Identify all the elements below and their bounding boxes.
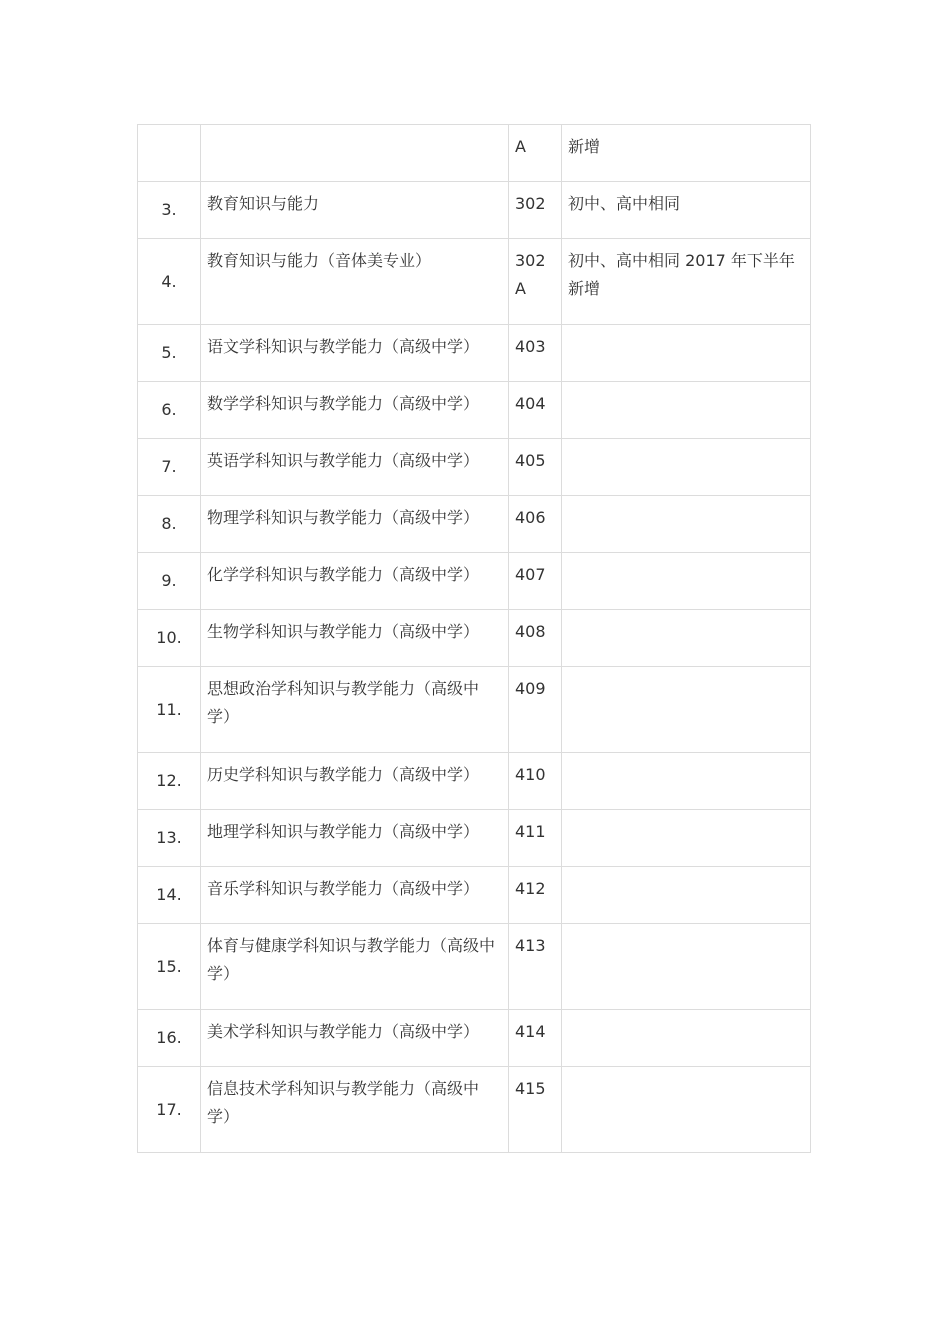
subject-code: 407 — [509, 553, 562, 610]
subject-note — [562, 610, 811, 667]
subject-code: 406 — [509, 496, 562, 553]
subject-name: 语文学科知识与教学能力（高级中学） — [201, 325, 509, 382]
subject-code: 403 — [509, 325, 562, 382]
row-number: 14. — [138, 867, 201, 924]
table-row — [138, 553, 811, 610]
table-row — [138, 667, 811, 753]
subject-name: 化学学科知识与教学能力（高级中学） — [201, 553, 509, 610]
table-row — [138, 924, 811, 1010]
row-number: 13. — [138, 810, 201, 867]
subject-note — [562, 553, 811, 610]
subject-name: 体育与健康学科知识与教学能力（高级中学） — [201, 924, 509, 1010]
table-row — [138, 753, 811, 810]
row-number: 12. — [138, 753, 201, 810]
table-row — [138, 496, 811, 553]
exam-subject-table — [137, 124, 811, 1153]
table-row — [138, 1010, 811, 1067]
row-number: 16. — [138, 1010, 201, 1067]
row-number: 6. — [138, 382, 201, 439]
subject-name: 音乐学科知识与教学能力（高级中学） — [201, 867, 509, 924]
subject-code: 415 — [509, 1067, 562, 1153]
subject-code: A — [509, 125, 562, 182]
table-row — [138, 439, 811, 496]
subject-name: 数学学科知识与教学能力（高级中学） — [201, 382, 509, 439]
subject-name: 历史学科知识与教学能力（高级中学） — [201, 753, 509, 810]
subject-name: 信息技术学科知识与教学能力（高级中学） — [201, 1067, 509, 1153]
subject-name: 地理学科知识与教学能力（高级中学） — [201, 810, 509, 867]
row-number: 5. — [138, 325, 201, 382]
subject-name — [201, 125, 509, 182]
table-row — [138, 867, 811, 924]
subject-note: 新增 — [562, 125, 811, 182]
subject-code: 409 — [509, 667, 562, 753]
row-number: 11. — [138, 667, 201, 753]
row-number: 7. — [138, 439, 201, 496]
subject-note — [562, 382, 811, 439]
subject-name: 教育知识与能力（音体美专业） — [201, 239, 509, 325]
subject-code: 408 — [509, 610, 562, 667]
subject-note — [562, 1010, 811, 1067]
table-row — [138, 325, 811, 382]
table-row — [138, 1067, 811, 1153]
table-row — [138, 182, 811, 239]
subject-note — [562, 753, 811, 810]
table-row — [138, 125, 811, 182]
subject-note: 初中、高中相同 2017 年下半年新增 — [562, 239, 811, 325]
row-number: 9. — [138, 553, 201, 610]
subject-note — [562, 667, 811, 753]
subject-name: 美术学科知识与教学能力（高级中学） — [201, 1010, 509, 1067]
subject-name: 思想政治学科知识与教学能力（高级中学） — [201, 667, 509, 753]
table-row — [138, 382, 811, 439]
table-row — [138, 610, 811, 667]
row-number: 17. — [138, 1067, 201, 1153]
subject-code: 411 — [509, 810, 562, 867]
row-number: 15. — [138, 924, 201, 1010]
subject-code: 302 — [509, 182, 562, 239]
subject-code: 404 — [509, 382, 562, 439]
subject-note — [562, 924, 811, 1010]
subject-name: 教育知识与能力 — [201, 182, 509, 239]
subject-name: 物理学科知识与教学能力（高级中学） — [201, 496, 509, 553]
subject-name: 英语学科知识与教学能力（高级中学） — [201, 439, 509, 496]
subject-note — [562, 496, 811, 553]
row-number: 3. — [138, 182, 201, 239]
subject-note: 初中、高中相同 — [562, 182, 811, 239]
subject-note — [562, 867, 811, 924]
table-row — [138, 239, 811, 325]
subject-code: 413 — [509, 924, 562, 1010]
subject-note — [562, 1067, 811, 1153]
row-number: 10. — [138, 610, 201, 667]
row-number: 8. — [138, 496, 201, 553]
subject-note — [562, 325, 811, 382]
subject-note — [562, 810, 811, 867]
row-number: 4. — [138, 239, 201, 325]
subject-code: 412 — [509, 867, 562, 924]
subject-code: 414 — [509, 1010, 562, 1067]
table-row — [138, 810, 811, 867]
subject-code: 410 — [509, 753, 562, 810]
row-number — [138, 125, 201, 182]
subject-name: 生物学科知识与教学能力（高级中学） — [201, 610, 509, 667]
subject-code: 302 A — [509, 239, 562, 325]
subject-code: 405 — [509, 439, 562, 496]
subject-note — [562, 439, 811, 496]
